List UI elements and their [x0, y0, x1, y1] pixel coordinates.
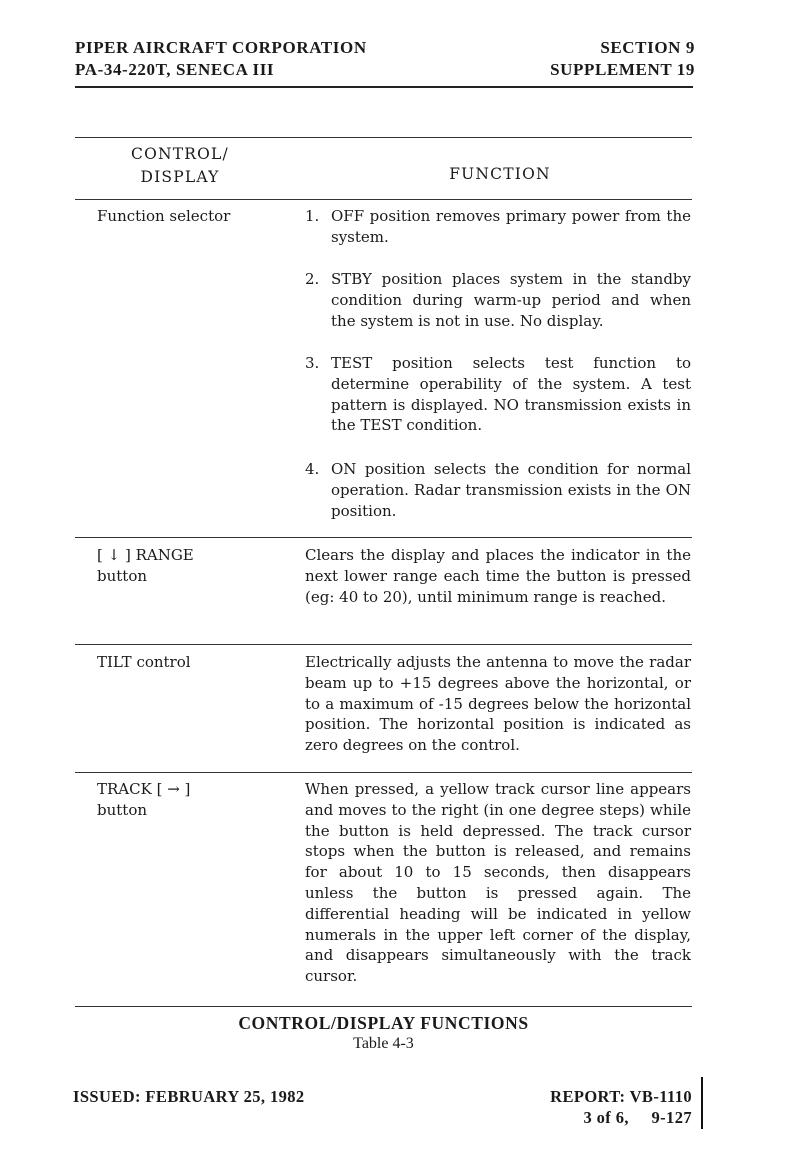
revision-bar: [701, 1077, 703, 1129]
table-bottom-rule: [75, 1006, 692, 1007]
column-header-rule: [75, 199, 692, 200]
item-text: ON position selects the condition for normal operation. Radar transmission exists in the ON position.: [331, 460, 691, 520]
header-rule: [75, 86, 693, 88]
list-item: [305, 269, 691, 331]
column-header-function: FUNCTION: [449, 165, 551, 183]
column-header-control: CONTROL/ DISPLAY: [131, 145, 229, 186]
function-tilt-description: Electrically adjusts the antenna to move the radar beam up to +15 degrees above the horizontal, or to a maximum of -15 degrees below the horizontal position. The horizontal position is indicated as zero degrees on the control.: [305, 653, 691, 755]
item-number: 1.: [305, 207, 320, 225]
table-caption-number: Table 4-3: [353, 1035, 414, 1052]
item-text: STBY position places system in the standby condition during warm-up period and when the system is not in use. No display.: [331, 270, 691, 330]
control-function-selector: Function selector: [97, 207, 231, 225]
range-button-label: [ ↓ ] RANGE: [97, 546, 194, 564]
item-text: TEST position selects test function to determine operability of the system. A test pattern is displayed. NO transmission exists in the TEST condition.: [331, 354, 691, 435]
row-rule: [75, 772, 692, 773]
report-info: [550, 1086, 692, 1128]
row-rule: [75, 644, 692, 645]
running-header-right: [550, 37, 695, 81]
list-item: [305, 206, 691, 248]
supplement-label: SUPPLEMENT 19: [550, 60, 695, 79]
page-number: 3 of 6, 9-127: [583, 1108, 692, 1127]
item-number: 4.: [305, 460, 320, 478]
function-range-description: Clears the display and places the indicator in the next lower range each time the button is pressed (eg: 40 to 20), until minimum range is reached.: [305, 546, 691, 606]
manufacturer-name: PIPER AIRCRAFT CORPORATION: [75, 38, 367, 57]
item-number: 3.: [305, 354, 320, 372]
table-caption-title: CONTROL/DISPLAY FUNCTIONS: [238, 1013, 529, 1033]
item-text: OFF position removes primary power from the system.: [331, 207, 691, 246]
running-header-left: [75, 37, 367, 81]
control-track-button: TRACK [ → ] button: [97, 780, 191, 819]
aircraft-model: PA-34-220T, SENECA III: [75, 60, 275, 79]
row-rule: [75, 537, 692, 538]
report-number: REPORT: VB-1110: [550, 1087, 692, 1106]
list-item: [305, 459, 691, 521]
table-top-rule: [75, 137, 692, 138]
control-tilt: TILT control: [97, 653, 191, 671]
issued-date: ISSUED: FEBRUARY 25, 1982: [73, 1087, 305, 1106]
function-track-description: When pressed, a yellow track cursor line appears and moves to the right (in one degree steps) while the button is held depressed. The track cursor stops when the button is released, and remains for about 10 to 15 seconds, then disappears unless the button is pressed again. The differential heading will be indicated in yellow numerals in the upper left corner of the display, and disappears simultaneously with the track cursor.: [305, 780, 691, 986]
control-range-button: [ ↓ ] RANGE button: [97, 546, 194, 585]
item-number: 2.: [305, 270, 320, 288]
list-item: [305, 353, 691, 436]
section-label: SECTION 9: [600, 38, 695, 57]
track-button-label: TRACK [ → ]: [97, 780, 191, 798]
